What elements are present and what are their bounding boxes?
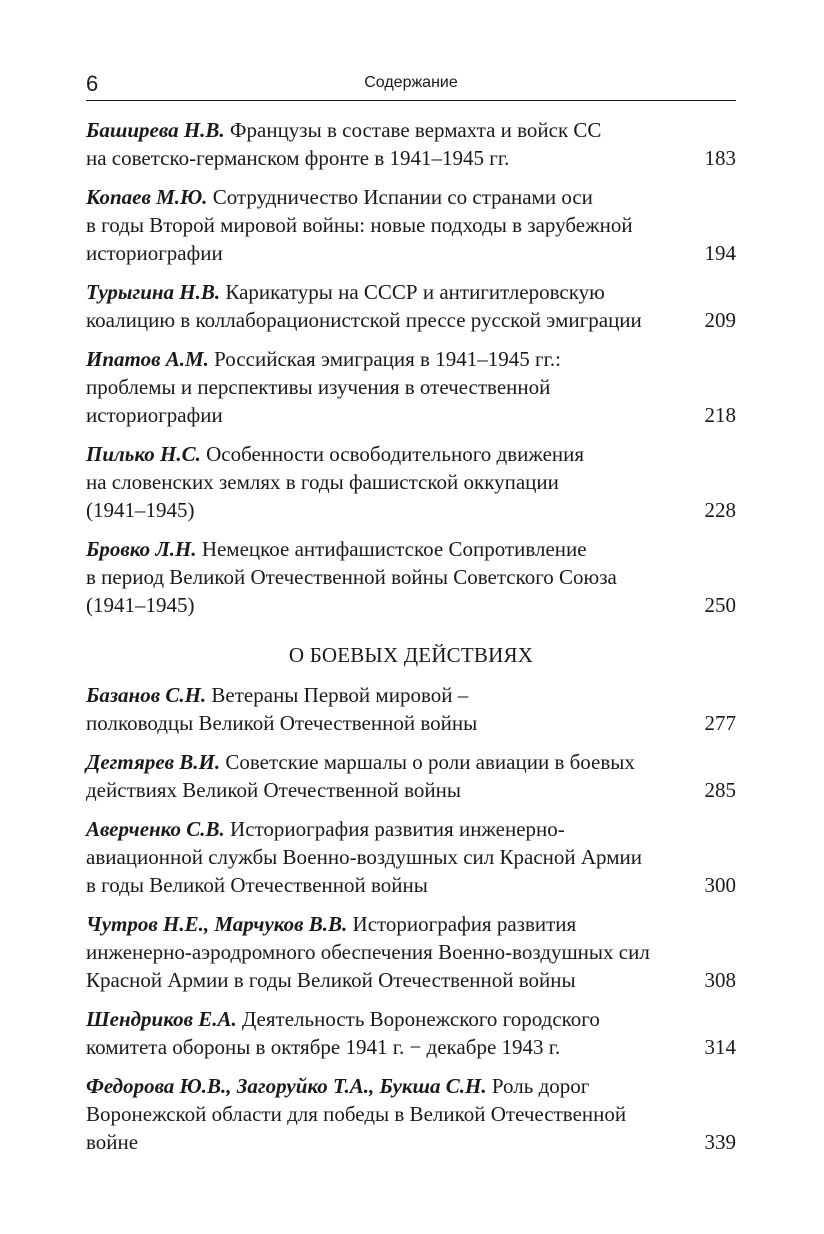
entry-title-line: инженерно-аэродромного обеспечения Военно-воздушных сил [86,940,650,964]
entry-page-number: 308 [704,968,736,992]
entry-author: Ипатов А.М. [86,347,209,371]
entry-title-line: в годы Великой Отечественной войны [86,873,428,897]
entry-author: Турыгина Н.В. [86,280,221,304]
entry-title-line: полководцы Великой Отечественной войны [86,711,478,735]
entry-author: Шендриков Е.А. [86,1007,237,1031]
page-number: 6 [86,71,99,96]
entry-title-line: Ветераны Первой мировой – [211,683,469,707]
entry-title-line: Особенности освободительного движения [206,442,585,466]
toc-entry [86,440,736,524]
toc-entry [86,1072,736,1156]
toc-entry [86,278,736,334]
entry-author: Пилько Н.С. [86,442,201,466]
entry-title-line: (1941–1945) [86,593,195,617]
entry-page-number: 209 [704,308,736,332]
entry-author: Чутров Н.Е., Марчуков В.В. [86,912,348,936]
entry-author: Аверченко С.В. [86,817,225,841]
entry-title-line: авиационной службы Военно-воздушных сил Красной Армии [86,845,643,869]
entry-page-number: 300 [704,873,736,897]
toc-entry [86,345,736,429]
entry-title-line: Историография развития [352,912,577,936]
entry-title-line: Деятельность Воронежского городского [241,1007,600,1031]
entry-author: Баширева Н.В. [86,118,225,142]
entry-title-line: Воронежской области для победы в Великой Отечественной [86,1102,627,1126]
toc-entry [86,748,736,804]
entry-title-line: войне [86,1130,139,1154]
entry-page-number: 285 [704,778,736,802]
entry-title-line: Красной Армии в годы Великой Отечественной войны [86,968,576,992]
entry-author: Федорова Ю.В., Загоруйко Т.А., Букша С.Н. [86,1074,487,1098]
entry-title-line: на советско-германском фронте в 1941–1945 гг. [86,146,510,170]
toc-entry [86,1005,736,1061]
entry-title-line: Советские маршалы о роли авиации в боевых [225,750,635,774]
entry-author: Копаев М.Ю. [86,185,208,209]
entry-title-line: коалицию в коллаборационистской прессе русской эмиграции [86,308,642,332]
entry-title-line: комитета обороны в октябре 1941 г. − декабре 1943 г. [86,1035,561,1059]
entry-page-number: 218 [704,403,736,427]
toc-entry [86,681,736,737]
toc-entry [86,116,736,172]
entry-page-number: 314 [704,1035,736,1059]
entry-page-number: 277 [704,711,736,735]
entry-author: Бровко Л.Н. [86,537,197,561]
entry-page-number: 183 [704,146,736,170]
entry-author: Базанов С.Н. [86,683,207,707]
entry-title-line: Роль дорог [491,1074,590,1098]
entry-title-line: Немецкое антифашистское Сопротивление [201,537,587,561]
entry-title-line: Карикатуры на СССР и антигитлеровскую [225,280,605,304]
entry-title-line: историографии [86,403,223,427]
entry-author: Дегтярев В.И. [86,750,221,774]
entry-title-line: в период Великой Отечественной войны Советского Союза [86,565,617,589]
table-of-contents [86,116,736,1167]
entry-title-line: проблемы и перспективы изучения в отечественной [86,375,551,399]
entry-page-number: 339 [704,1130,736,1154]
entry-page-number: 228 [704,498,736,522]
toc-entry [86,910,736,994]
entry-page-number: 194 [704,241,736,265]
entry-title-line: Историография развития инженерно- [230,817,565,841]
running-title: Содержание [364,74,458,91]
entry-title-line: на словенских землях в годы фашистской оккупации [86,470,559,494]
running-header [86,70,736,101]
entry-title-line: Французы в составе вермахта и войск СС [229,118,602,142]
entry-title-line: историографии [86,241,223,265]
entry-title-line: действиях Великой Отечественной войны [86,778,461,802]
entry-title-line: Российская эмиграция в 1941–1945 гг.: [214,347,561,371]
entry-title-line: Сотрудничество Испании со странами оси [212,185,593,209]
toc-entry [86,535,736,619]
toc-entry [86,183,736,267]
entry-title-line: в годы Второй мировой войны: новые подходы в зарубежной [86,213,633,237]
toc-entry [86,815,736,899]
entry-page-number: 250 [704,593,736,617]
section-heading: О БОЕВЫХ ДЕЙСТВИЯХ [288,643,534,667]
entry-title-line: (1941–1945) [86,498,195,522]
